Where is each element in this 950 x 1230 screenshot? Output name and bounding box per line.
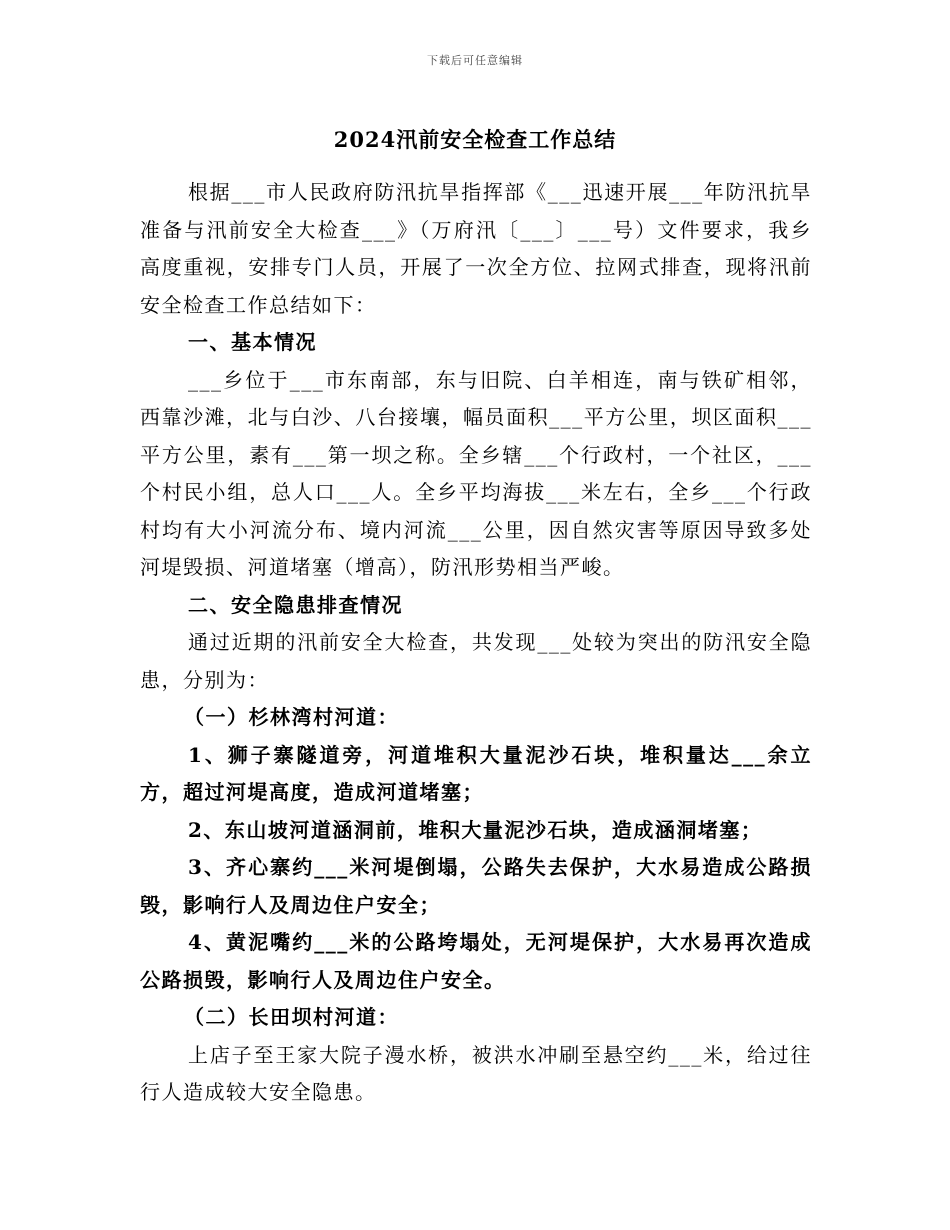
hazard-item-1: 1、狮子寨隧道旁，河道堆积大量泥沙石块，堆积量达___余立方，超过河堤高度，造成河道堵塞；	[140, 742, 812, 804]
changtianba-paragraph: 上店子至王家大院子漫水桥，被洪水冲刷至悬空约___米，给过往行人造成较大安全隐患。	[140, 1042, 812, 1104]
subsection-heading-shanlinwan: （一）杉林湾村河道：	[184, 705, 399, 729]
hazard-item-2: 2、东山坡河道涵洞前，堆积大量泥沙石块，造成涵洞堵塞；	[188, 817, 763, 842]
header-note: 下载后可任意编辑	[427, 54, 523, 67]
hazard-item-4: 4、黄泥嘴约___米的公路垮塌处，无河堤保护，大水易再次造成公路损毁，影响行人及周边住户安全。	[140, 930, 812, 992]
basic-info-paragraph: ___乡位于___市东南部，东与旧院、白羊相连，南与铁矿相邻，西靠沙滩，北与白沙、八台接壤，幅员面积___平方公里，坝区面积___平方公里，素有___第一坝之称。全乡辖___个行政村，一个社区，___个村民小组，总人口___人。全乡平均海拔___米左右，全乡___个行政村均有大小河流分布、境内河流___公里，因自然灾害等原因导致多处河堤毁损、河道堵塞（增高），防汛形势相当严峻。	[140, 367, 812, 579]
subsection-heading-changtianba: （二）长田坝村河道：	[184, 1005, 399, 1029]
section-heading-hazards: 二、安全隐患排查情况	[188, 592, 403, 617]
intro-paragraph: 根据___市人民政府防汛抗旱指挥部《___迅速开展___年防汛抗旱准备与汛前安全大检查___》（万府汛〔___〕___号）文件要求，我乡高度重视，安排专门人员，开展了一次全方位、拉网式排查，现将汛前安全检查工作总结如下：	[140, 180, 812, 317]
document-body	[140, 174, 812, 1112]
hazard-item-3: 3、齐心寨约___米河堤倒塌，公路失去保护，大水易造成公路损毁，影响行人及周边住户安全；	[140, 855, 812, 917]
document-title: 2024汛前安全检查工作总结	[333, 127, 617, 152]
hazards-intro-paragraph: 通过近期的汛前安全大检查，共发现___处较为突出的防汛安全隐患，分别为：	[140, 630, 812, 692]
section-heading-basic-info: 一、基本情况	[188, 330, 317, 354]
